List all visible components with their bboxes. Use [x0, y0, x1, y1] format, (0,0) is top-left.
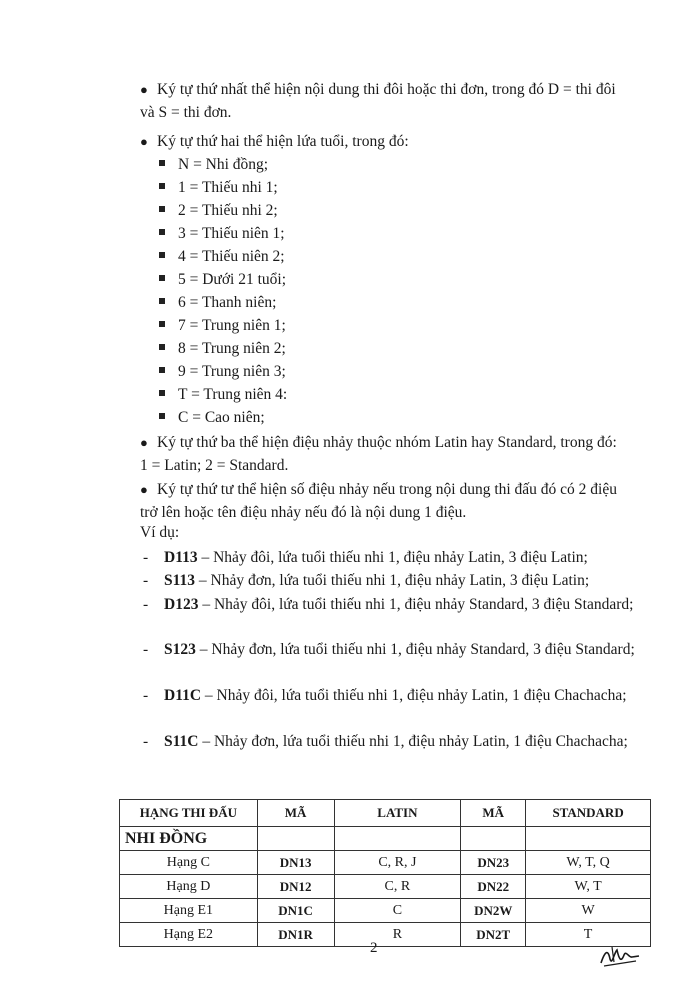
header-rank: HẠNG THI ĐẤU	[120, 800, 258, 827]
age-code-item: 2 = Thiếu nhi 2;	[159, 199, 278, 222]
standard-code-cell: DN2T	[461, 923, 526, 947]
standard-cell: T	[526, 923, 651, 947]
dash-marker: -	[143, 687, 149, 704]
square-bullet	[159, 298, 165, 304]
standard-code-cell: DN22	[461, 875, 526, 899]
bullet-dot: ●	[140, 134, 148, 149]
example-desc: – Nhảy đôi, lứa tuổi thiếu nhi 1, điệu nhảy Standard, 3 điệu Standard;	[198, 596, 634, 613]
age-code-item: 8 = Trung niên 2;	[159, 337, 286, 360]
example-code: D113	[164, 549, 198, 566]
example-desc: – Nhảy đôi, lứa tuổi thiếu nhi 1, điệu nhảy Latin, 3 điệu Latin;	[197, 549, 588, 566]
group-label: NHI ĐỒNG	[120, 827, 258, 851]
bullet-dot: ●	[140, 435, 148, 450]
page-number: 2	[370, 940, 378, 956]
bullet-text: Ký tự thứ tư thể hiện số điệu nhảy nếu trong nội dung thi đấu đó có 2 điệu	[157, 481, 617, 498]
header-code-latin: MÃ	[257, 800, 334, 827]
square-bullet	[159, 367, 165, 373]
age-code-item: 1 = Thiếu nhi 1;	[159, 176, 278, 199]
age-code-item: C = Cao niên;	[159, 406, 265, 429]
age-code-item: 5 = Dưới 21 tuổi;	[159, 268, 286, 291]
latin-cell: C	[334, 899, 461, 923]
square-bullet	[159, 160, 165, 166]
bullet-text-cont: 1 = Latin; 2 = Standard.	[140, 457, 289, 474]
dash-marker: -	[143, 572, 149, 589]
bullet-third-char	[140, 431, 652, 477]
standard-code-cell: DN2W	[461, 899, 526, 923]
latin-code-cell: DN1R	[257, 923, 334, 947]
table-row	[120, 899, 651, 923]
age-code-item: 6 = Thanh niên;	[159, 291, 276, 314]
square-bullet	[159, 252, 165, 258]
table-header-row	[120, 800, 651, 827]
bullet-fourth-char	[140, 478, 652, 524]
rank-cell: Hạng E1	[120, 899, 258, 923]
example-desc: – Nhảy đôi, lứa tuổi thiếu nhi 1, điệu nhảy Latin, 1 điệu Chachacha;	[201, 687, 627, 704]
square-bullet	[159, 229, 165, 235]
rank-cell: Hạng E2	[120, 923, 258, 947]
bullet-second-char	[140, 130, 652, 153]
competition-table	[119, 799, 651, 947]
age-code-item: 7 = Trung niên 1;	[159, 314, 286, 337]
bullet-text: Ký tự thứ hai thể hiện lứa tuổi, trong đó:	[157, 133, 409, 150]
dash-marker: -	[143, 733, 149, 750]
signature-initials	[598, 944, 642, 970]
example-item	[140, 730, 652, 753]
dash-marker: -	[143, 549, 149, 566]
bullet-text-cont: và S = thi đơn.	[140, 104, 232, 121]
latin-code-cell: DN13	[257, 851, 334, 875]
square-bullet	[159, 390, 165, 396]
age-code-item: 9 = Trung niên 3;	[159, 360, 286, 383]
example-code: S113	[164, 572, 196, 589]
square-bullet	[159, 321, 165, 327]
latin-code-cell: DN12	[257, 875, 334, 899]
example-item	[140, 546, 652, 569]
rank-cell: Hạng D	[120, 875, 258, 899]
age-code-item: 3 = Thiếu niên 1;	[159, 222, 285, 245]
standard-cell: W, T, Q	[526, 851, 651, 875]
example-code: D123	[164, 596, 199, 613]
bullet-text-cont: trở lên hoặc tên điệu nhảy nếu đó là nội dung 1 điệu.	[140, 504, 467, 521]
example-desc: – Nhảy đơn, lứa tuổi thiếu nhi 1, điệu nhảy Latin, 1 điệu Chachacha;	[198, 733, 628, 750]
bullet-text: Ký tự thứ nhất thể hiện nội dung thi đôi hoặc thi đơn, trong đó D = thi đôi	[157, 81, 616, 98]
bullet-dot: ●	[140, 82, 148, 97]
rank-cell: Hạng C	[120, 851, 258, 875]
example-code: S11C	[164, 733, 199, 750]
table-group-row	[120, 827, 651, 851]
example-item	[140, 569, 652, 592]
bullet-text: Ký tự thứ ba thể hiện điệu nhảy thuộc nhóm Latin hay Standard, trong đó:	[157, 434, 617, 451]
table-row	[120, 851, 651, 875]
standard-cell: W, T	[526, 875, 651, 899]
latin-code-cell: DN1C	[257, 899, 334, 923]
age-code-item: 4 = Thiếu niên 2;	[159, 245, 285, 268]
bullet-dot: ●	[140, 482, 148, 497]
example-code: S123	[164, 641, 196, 658]
example-item	[140, 684, 652, 707]
example-code: D11C	[164, 687, 202, 704]
dash-marker: -	[143, 641, 149, 658]
table-row	[120, 923, 651, 947]
square-bullet	[159, 183, 165, 189]
example-item	[140, 638, 652, 661]
square-bullet	[159, 206, 165, 212]
square-bullet	[159, 275, 165, 281]
table-row	[120, 875, 651, 899]
example-heading: Ví dụ:	[140, 524, 180, 541]
header-code-standard: MÃ	[461, 800, 526, 827]
latin-cell: C, R, J	[334, 851, 461, 875]
example-desc: – Nhảy đơn, lứa tuổi thiếu nhi 1, điệu nhảy Standard, 3 điệu Standard;	[195, 641, 635, 658]
age-code-item: N = Nhi đồng;	[159, 153, 268, 176]
bullet-first-char	[140, 78, 652, 124]
header-standard: STANDARD	[526, 800, 651, 827]
dash-marker: -	[143, 596, 149, 613]
example-item	[140, 593, 652, 616]
standard-cell: W	[526, 899, 651, 923]
square-bullet	[159, 344, 165, 350]
square-bullet	[159, 413, 165, 419]
age-code-item: T = Trung niên 4:	[159, 383, 287, 406]
example-desc: – Nhảy đơn, lứa tuổi thiếu nhi 1, điệu nhảy Latin, 3 điệu Latin;	[195, 572, 590, 589]
standard-code-cell: DN23	[461, 851, 526, 875]
header-latin: LATIN	[334, 800, 461, 827]
latin-cell: C, R	[334, 875, 461, 899]
latin-cell: R	[334, 923, 461, 947]
